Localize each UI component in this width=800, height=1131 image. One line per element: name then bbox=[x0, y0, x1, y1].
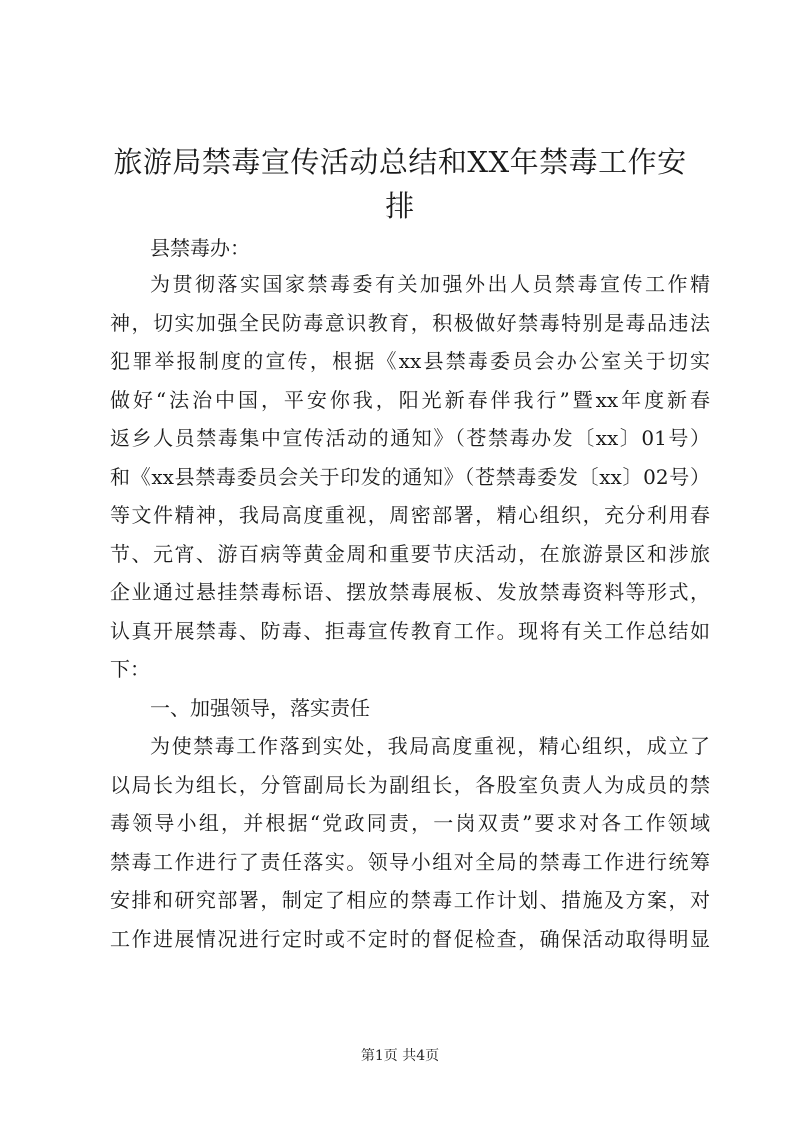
body-line: 为使禁毒工作落到实处，我局高度重视，精心组织，成立了 bbox=[150, 734, 710, 758]
title-line-2: 排 bbox=[385, 189, 415, 223]
body-line: 下： bbox=[110, 657, 150, 681]
title-line-1: 旅游局禁毒宣传活动总结和XX年禁毒工作安 bbox=[113, 145, 687, 179]
body-line: 禁毒工作进行了责任落实。领导小组对全局的禁毒工作进行统筹 bbox=[110, 849, 710, 874]
section-heading: 一、加强领导，落实责任 bbox=[150, 695, 370, 720]
body-line: 等文件精神，我局高度重视，周密部署，精心组织，充分利用春 bbox=[110, 503, 710, 527]
body-line: 节、元宵、游百病等黄金周和重要节庆活动，在旅游景区和涉旅 bbox=[110, 541, 710, 566]
body-text bbox=[110, 269, 710, 962]
page-footer: 第1页 共4页 bbox=[360, 1048, 440, 1064]
body-line: 犯罪举报制度的宣传，根据《xx县禁毒委员会办公室关于切实 bbox=[110, 349, 710, 373]
body-line: 为贯彻落实国家禁毒委有关加强外出人员禁毒宣传工作精 bbox=[150, 272, 710, 296]
body-line: 企业通过悬挂禁毒标语、摆放禁毒展板、发放禁毒资料等形式， bbox=[110, 580, 710, 604]
body-line: 认真开展禁毒、防毒、拒毒宣传教育工作。现将有关工作总结如 bbox=[110, 618, 710, 643]
salutation: 县禁毒办： bbox=[150, 236, 250, 260]
body-line: 做好“法治中国，平安你我，阳光新春伴我行”暨xx年度新春 bbox=[110, 387, 710, 412]
body-line: 安排和研究部署，制定了相应的禁毒工作计划、措施及方案，对 bbox=[110, 888, 710, 912]
body-line: 和《xx县禁毒委员会关于印发的通知》（苍禁毒委发〔xx〕02号） bbox=[110, 464, 710, 489]
body-line: 毒领导小组，并根据“党政同责，一岗双责”要求对各工作领域 bbox=[110, 811, 710, 835]
body-line: 返乡人员禁毒集中宣传活动的通知》（苍禁毒办发〔xx〕01号） bbox=[110, 426, 710, 450]
body-line: 神，切实加强全民防毒意识教育，积极做好禁毒特别是毒品违法 bbox=[110, 310, 710, 335]
body-line: 以局长为组长，分管副局长为副组长，各股室负责人为成员的禁 bbox=[110, 772, 710, 797]
document-title bbox=[100, 140, 700, 228]
body-line: 工作进展情况进行定时或不定时的督促检查，确保活动取得明显 bbox=[110, 926, 710, 951]
